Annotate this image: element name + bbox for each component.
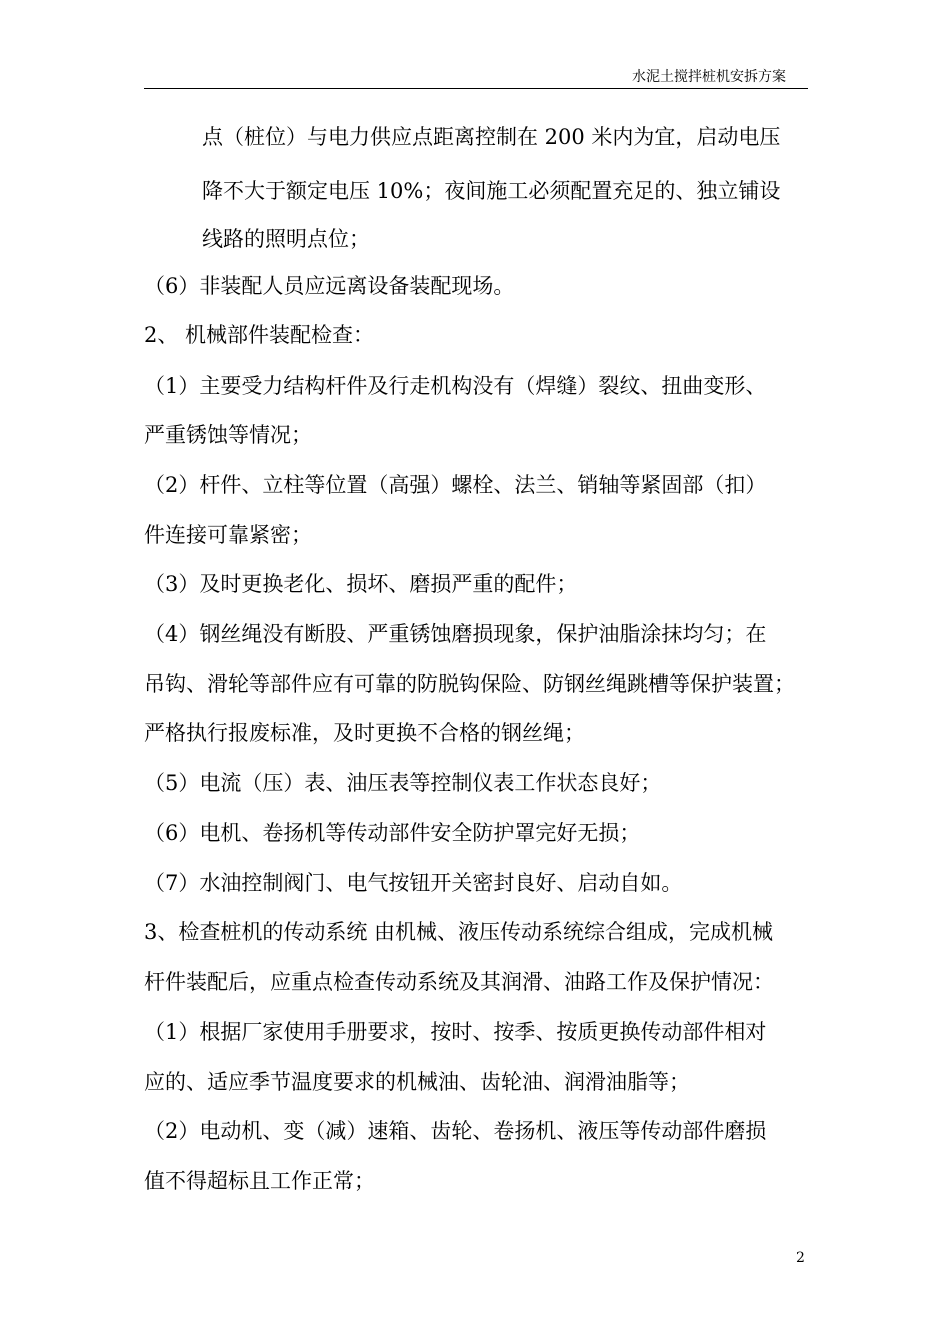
text-line: （2）电动机、变（减）速箱、齿轮、卷扬机、液压等传动部件磨损 xyxy=(144,1119,767,1143)
text-line: （1）主要受力结构杆件及行走机构没有（焊缝）裂纹、扭曲变形、 xyxy=(144,374,767,398)
text-line: 值不得超标且工作正常； xyxy=(144,1169,375,1193)
header-title: 水泥土搅拌桩机安拆方案 xyxy=(632,69,786,85)
text-line: （5）电流（压）表、油压表等控制仪表工作状态良好； xyxy=(144,771,662,795)
text-line: （6）电机、卷扬机等传动部件安全防护罩完好无损； xyxy=(144,821,641,845)
text-line: 杆件装配后，应重点检查传动系统及其润滑、油路工作及保护情况： xyxy=(144,970,774,994)
section-heading: 3、检查桩机的传动系统 由机械、液压传动系统综合组成，完成机械 xyxy=(144,920,774,944)
text-line: 件连接可靠紧密； xyxy=(144,523,312,547)
text-line: 严重锈蚀等情况； xyxy=(144,423,312,447)
text-line: 应的、适应季节温度要求的机械油、齿轮油、润滑油脂等； xyxy=(144,1070,690,1094)
text-line: 严格执行报废标准，及时更换不合格的钢丝绳； xyxy=(144,721,585,745)
text-line: 线路的照明点位； xyxy=(202,227,370,251)
text-line: （1）根据厂家使用手册要求，按时、按季、按质更换传动部件相对 xyxy=(144,1020,767,1044)
section-heading: 2、 机械部件装配检查： xyxy=(144,323,375,347)
page-number: 2 xyxy=(796,1250,805,1266)
text-line: （2）杆件、立柱等位置（高强）螺栓、法兰、销轴等紧固部（扣） xyxy=(144,473,767,497)
text-line: 吊钩、滑轮等部件应有可靠的防脱钩保险、防钢丝绳跳槽等保护装置； xyxy=(144,672,795,696)
text-line: （6）非装配人员应远离设备装配现场。 xyxy=(144,274,515,298)
text-line: （7）水油控制阀门、电气按钮开关密封良好、启动自如。 xyxy=(144,871,683,895)
text-line: 降不大于额定电压 10%；夜间施工必须配置充足的、独立铺设 xyxy=(202,179,781,203)
text-line: （4）钢丝绳没有断股、严重锈蚀磨损现象，保护油脂涂抹均匀；在 xyxy=(144,622,767,646)
text-line: （3）及时更换老化、损坏、磨损严重的配件； xyxy=(144,572,578,596)
text-line: 点（桩位）与电力供应点距离控制在 200 米内为宜，启动电压 xyxy=(202,125,781,149)
